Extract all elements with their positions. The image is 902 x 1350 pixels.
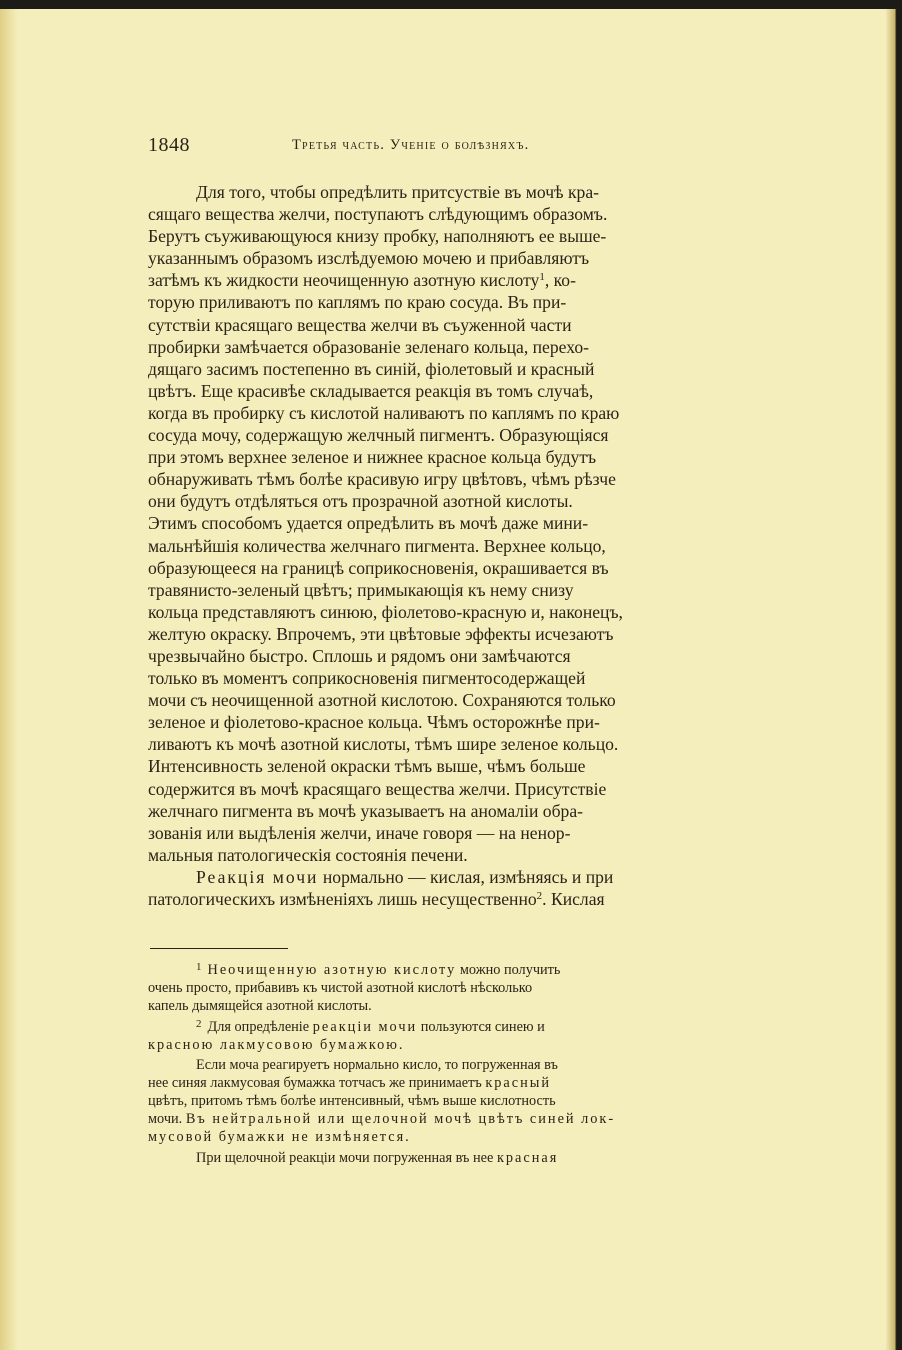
text-line: зованія или выдѣленія желчи, иначе говоря — на ненор- (148, 822, 571, 843)
text-line: торую приливаютъ по каплямъ по краю сосуда. Въ при- (148, 292, 567, 313)
footnotes (148, 962, 756, 1171)
page-header (148, 134, 756, 162)
main-text (148, 181, 756, 910)
text-line: только въ моментъ соприкосновенія пигментосодержащей (148, 668, 586, 689)
footnote-2-continued-2: При щелочной реакціи мочи погруженная въ нее красная (196, 1149, 559, 1166)
text-line: обнаруживать тѣмъ болѣе красивую игру цвѣтовъ, чѣмъ рѣзче (148, 469, 616, 490)
text-line: Реакція мочи нормально — кислая, измѣняясь и при (196, 866, 614, 887)
page-number: 1848 (148, 134, 190, 156)
footnote-2-continued: Если моча реагируетъ нормально кисло, то погруженная въ нее синяя лакмусовая бумажка тотчасъ же принимаетъ красный цвѣтъ, притомъ тѣмъ болѣе интенсивный, чѣмъ выше кислотность мочи. Въ нейтральной или щелочной мочѣ цвѣтъ синей лок- мусовой бумажки не измѣняется. (148, 1057, 616, 1146)
footnote-1: $^1$ Неочищенную азотную кислоту можно получить очень просто, прибавивъ къ чистой азотной кислотѣ нѣсколько капель дымящейся азотной кислоты. (148, 961, 561, 1014)
footnote-number: 2 (196, 1017, 202, 1030)
text-line: сящаго вещества желчи, поступаютъ слѣдующимъ образомъ. (148, 204, 608, 225)
text-line: желтую окраску. Впрочемъ, эти цвѣтовые эффекты исчезаютъ (148, 623, 614, 644)
text-line: зеленое и фіолетово-красное кольца. Чѣмъ осторожнѣе при- (148, 712, 600, 733)
text-line: при этомъ верхнее зеленое и нижнее красное кольца будутъ (148, 447, 597, 468)
text-line: кольца представляютъ синюю, фіолетово-красную и, наконецъ, (148, 601, 623, 622)
text-line: цвѣтъ. Еще красивѣе складывается реакція въ томъ случаѣ, (148, 380, 594, 401)
page-gutter-shadow (0, 9, 18, 1350)
text-line: образующееся на границѣ соприкосновенія, окрашивается въ (148, 557, 609, 578)
spaced-term: Реакція мочи (196, 866, 319, 887)
footnote-2: $^2$ Для опредѣленіе реакціи мочи пользуются синею и красною лакмусовою бумажкою. (148, 1017, 545, 1053)
text-line: сутствіи красящаго вещества желчи въ съуженной части (148, 314, 572, 335)
scan-top-border (0, 0, 902, 9)
footnote-ref-1[interactable]: 1 (539, 271, 545, 284)
footnote-number: 1 (196, 961, 202, 973)
scan-right-border (886, 9, 902, 1350)
text-line: мочи съ неочищенной азотной кислотою. Сохраняются только (148, 690, 616, 711)
running-head: Третья часть. Ученіе о болѣзняхъ. (292, 137, 530, 153)
text-line: травянисто-зеленый цвѣтъ; примыкающія къ нему снизу (148, 579, 574, 600)
text-line: желчнаго пигмента въ мочѣ указываетъ на аномаліи обра- (148, 800, 583, 821)
text-line: Интенсивность зеленой окраски тѣмъ выше, чѣмъ больше (148, 756, 586, 777)
text-line: Этимъ способомъ удается опредѣлить въ мочѣ даже мини- (148, 513, 589, 534)
text-line: Для того, чтобы опредѣлить притсуствіе въ мочѣ кра- (196, 182, 600, 202)
text-line: содержится въ мочѣ красящаго вещества желчи. Присутствіе (148, 778, 607, 799)
text-line: указаннымъ образомъ изслѣдуемою мочею и прибавляютъ (148, 248, 590, 269)
text-line: ливаютъ къ мочѣ азотной кислоты, тѣмъ шире зеленое кольцо. (148, 734, 619, 755)
text-line: дящаго засимъ постепенно въ синій, фіолетовый и красный (148, 358, 595, 379)
text-line: патологическихъ измѣненіяхъ лишь несущественно$^2$. Кислая (148, 889, 605, 909)
text-line: мальнѣйшія количества желчнаго пигмента. Верхнее кольцо, (148, 535, 606, 556)
text-line: сосуда мочу, содержащую желчный пигментъ. Образующіяся (148, 425, 609, 446)
text-line: затѣмъ къ жидкости неочищенную азотную кислоту$^1$, ко- (148, 270, 576, 291)
text-line: когда въ пробирку съ кислотой наливаютъ по каплямъ по краю (148, 402, 620, 423)
footnote-separator (150, 948, 288, 949)
text-line: мальныя патологическія состоянія печени. (148, 844, 468, 865)
footnote-ref-2[interactable]: 2 (536, 890, 543, 902)
text-line: Берутъ съуживающуюся книзу пробку, наполняютъ ее выше- (148, 226, 607, 247)
text-line: пробирки замѣчается образованіе зеленаго кольца, перехо- (148, 336, 590, 357)
text-line: они будутъ отдѣляться отъ прозрачной азотной кислоты. (148, 491, 573, 512)
text-line: чрезвычайно быстро. Сплошь и рядомъ они замѣчаются (148, 645, 571, 666)
